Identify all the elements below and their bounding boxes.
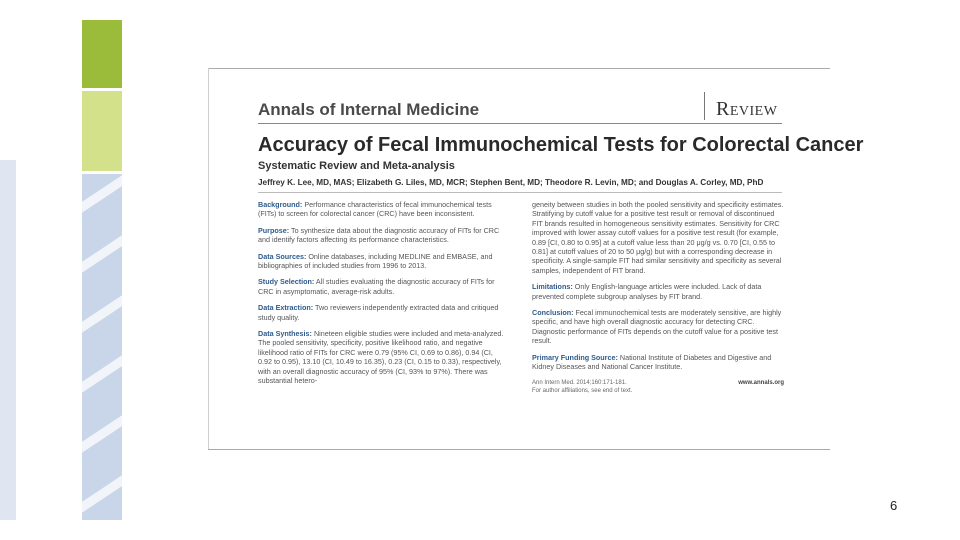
paragraph-heading: Background:: [258, 200, 303, 209]
section-divider: [704, 92, 705, 120]
side-rule: [208, 68, 209, 450]
paragraph-heading: Data Sources:: [258, 251, 307, 261]
abstract-paragraph: [532, 282, 784, 301]
abstract-paragraph: [258, 200, 508, 219]
abstract-right-column: [532, 200, 784, 395]
paragraph-text: Online databases, including MEDLINE and EMBASE, and bibliographies of included studies from 1996 to 2013.: [258, 251, 493, 271]
paragraph-text: National Institute of Diabetes and Digestive and Kidney Diseases and National Cancer Institute.: [532, 352, 772, 372]
paragraph-heading: Data Synthesis:: [258, 329, 312, 339]
author-rule: [258, 192, 782, 193]
paragraph-text: Nineteen eligible studies were included and meta-analyzed. The pooled sensitivity, specificity, positive likelihood ratio, and negative likelihood ratio of FITs for CRC were 0.79 (95% CI, 0.69 to 0.86), 0.94 (CI, 0.92 to 0.95), 13.10 (CI, 10.49 to 16.35), 0.23 (CI, 0.15 to 0.33), respectively, with an overall diagnostic accuracy of 95% (CI, 93% to 97%). There was substantial hetero-: [258, 329, 504, 386]
abstract-paragraph: [258, 329, 508, 385]
decorative-edge: [0, 160, 16, 520]
paragraph-heading: Limitations:: [532, 282, 573, 292]
abstract-paragraph: [258, 226, 508, 245]
paragraph-text: Only English-language articles were included. Lack of data prevented complete subgroup analyses by FIT brand.: [532, 282, 762, 301]
slide-decoration: [0, 0, 130, 540]
journal-url: www.annals.org: [738, 379, 784, 386]
abstract-paragraph: [258, 303, 508, 322]
paragraph-text: All studies evaluating the diagnostic accuracy of FITs for CRC in asymptomatic, average-risk adults.: [258, 277, 495, 296]
article-abstract-image: [208, 68, 864, 450]
citation: Ann Intern Med. 2014;160:171-181.: [532, 379, 627, 386]
abstract-paragraph: [258, 252, 508, 271]
abstract-paragraph: [532, 200, 784, 275]
paragraph-heading: Purpose:: [258, 225, 290, 235]
paragraph-heading: Primary Funding Source:: [532, 352, 618, 362]
abstract-paragraph: [258, 277, 508, 296]
paragraph-heading: Data Extraction:: [258, 303, 314, 313]
accent-block-blue: [82, 174, 122, 520]
abstract-paragraph: [532, 308, 784, 346]
paragraph-text: geneity between studies in both the pooled sensitivity and specificity estimates. Stratifying by cutoff value for a positive test result or removal of discontinued FIT brands resulted in homogeneous sensitivity estimates. Sensitivity for CRC improved with lower assay cutoff values for a positive test result (for example, 0.89 [CI, 0.80 to 0.95] at a cutoff value less than 20 μg/g vs. 0.70 [CI, 0.55 to 0.81] at cutoff values of 20 to 50 μg/g) but with a corresponding decrease in specificity. A single-sample FIT had similar sensitivity and specificity as several samples, independent of FIT brand.: [532, 200, 784, 275]
journal-name: Annals of Internal Medicine: [258, 100, 480, 119]
top-rule: [208, 68, 830, 69]
stripe-pattern: [82, 174, 122, 520]
abstract-left-column: [258, 200, 508, 393]
affiliations-note: For author affiliations, see end of text.: [532, 387, 633, 394]
page-number: 6: [890, 498, 898, 513]
section-label: Review: [716, 98, 778, 120]
paragraph-text: Fecal immunochemical tests are moderately sensitive, are highly specific, and have high overall diagnostic accuracy for detecting CRC. Diagnostic performance of FITs depends on the cutoff value for a positive test result.: [532, 308, 782, 346]
paragraph-text: Performance characteristics of fecal immunochemical tests (FITs) to screen for colorectal cancer (CRC) have been inconsistent.: [258, 200, 492, 219]
citation-row: [532, 379, 784, 395]
paragraph-heading: Conclusion:: [532, 308, 574, 318]
article-subtitle: Systematic Review and Meta-analysis: [258, 160, 455, 172]
bottom-rule: [208, 449, 830, 450]
header-rule: [258, 123, 782, 124]
accent-block-green: [82, 20, 122, 88]
paragraph-text: Two reviewers independently extracted data and critiqued study quality.: [258, 303, 499, 322]
paragraph-text: To synthesize data about the diagnostic accuracy of FITs for CRC and identify factors affecting its performance characteristics.: [258, 225, 500, 245]
article-title: Accuracy of Fecal Immunochemical Tests for Colorectal Cancer: [258, 134, 864, 156]
accent-block-light-green: [82, 91, 122, 171]
paragraph-heading: Study Selection:: [258, 277, 315, 287]
abstract-paragraph: [532, 353, 784, 372]
author-list: Jeffrey K. Lee, MD, MAS; Elizabeth G. Liles, MD, MCR; Stephen Bent, MD; Theodore R. Levin, MD; and Douglas A. Corley, MD, PhD: [258, 178, 764, 187]
